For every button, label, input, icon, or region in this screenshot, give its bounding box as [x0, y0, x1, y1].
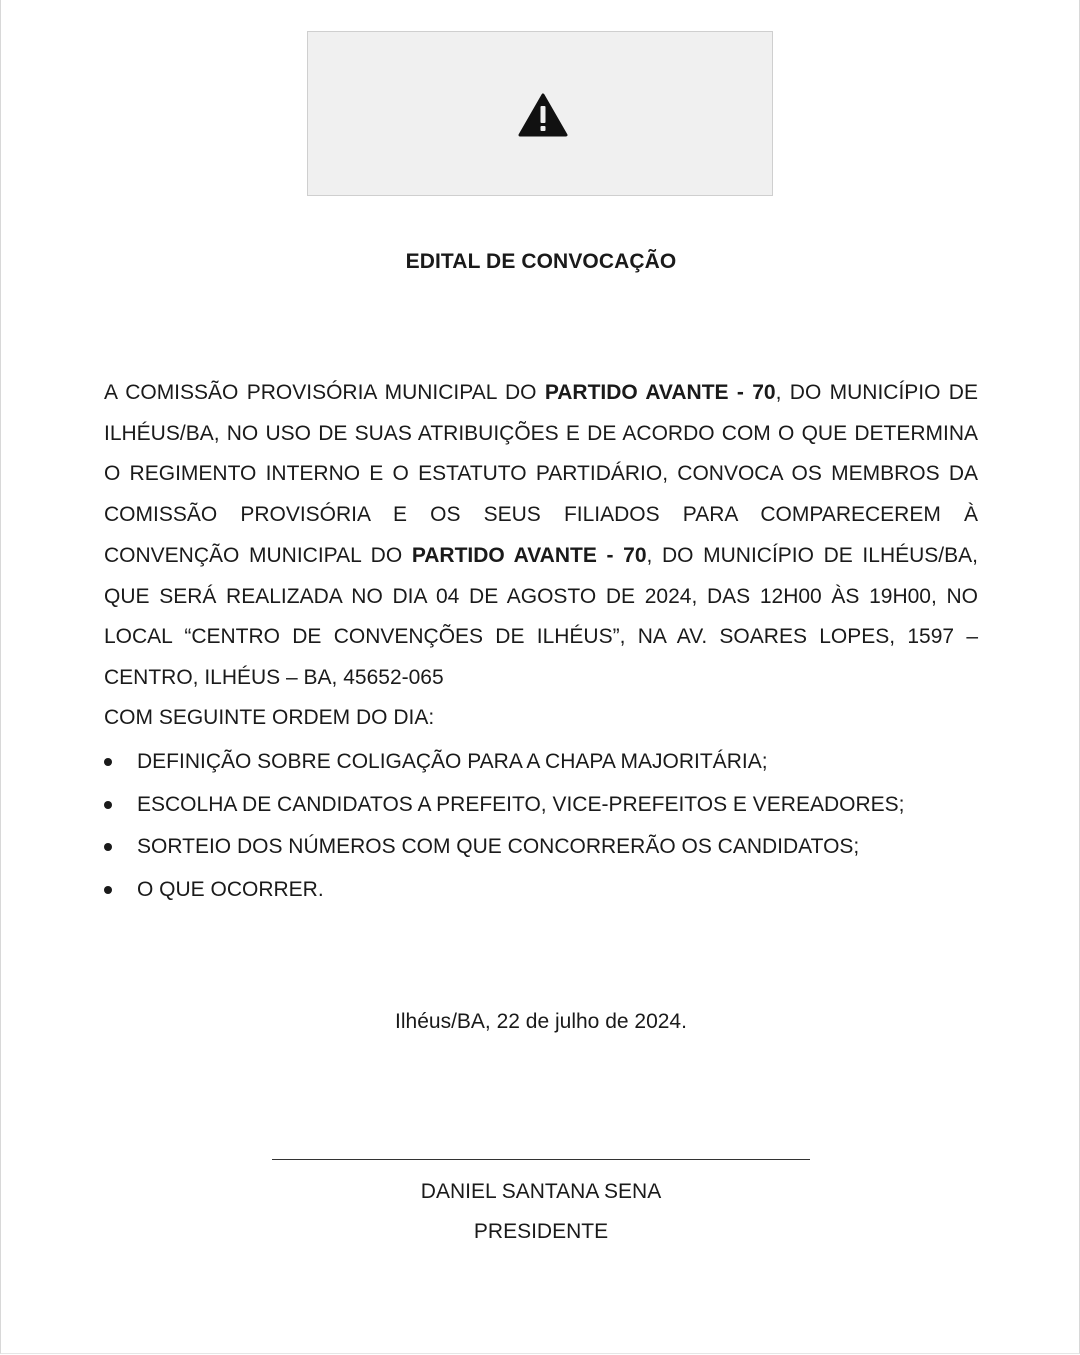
agenda-item-text: O QUE OCORRER.	[137, 877, 324, 901]
agenda-item	[104, 745, 904, 788]
paragraph-text: , DO MUNICÍPIO DE ILHÉUS/BA, QUE SERÁ REALIZADA NO DIA 04 DE AGOSTO DE 2024, DAS 12H00 ÀS 19H00, NO LOCAL “CENTRO DE CONVENÇÕES DE ILHÉUS”, NA AV. SOARES LOPES, 1597 – CENTRO, ILHÉUS – BA, 45652-065	[104, 543, 978, 689]
signer-name: DANIEL SANTANA SENA	[420, 1180, 662, 1203]
bullet-icon	[104, 801, 112, 809]
agenda-item	[104, 873, 904, 916]
bullet-icon	[104, 886, 112, 894]
paragraph-text: A COMISSÃO PROVISÓRIA MUNICIPAL DO	[104, 381, 545, 404]
agenda-item	[104, 830, 904, 873]
document-title: EDITAL DE CONVOCAÇÃO	[405, 250, 677, 273]
agenda-item-text: DEFINIÇÃO SOBRE COLIGAÇÃO PARA A CHAPA MAJORITÁRIA;	[137, 750, 768, 773]
agenda-item	[104, 788, 904, 831]
convocation-paragraph	[104, 373, 978, 699]
bullet-icon	[104, 758, 112, 766]
bullet-icon	[104, 843, 112, 851]
agenda-item-text: ESCOLHA DE CANDIDATOS A PREFEITO, VICE-PREFEITOS E VEREADORES;	[137, 792, 905, 816]
agenda-list	[104, 745, 904, 915]
party-name: PARTIDO AVANTE - 70	[544, 381, 776, 404]
agenda-item-text: SORTEIO DOS NÚMEROS COM QUE CONCORRERÃO OS CANDIDATOS;	[137, 835, 860, 858]
signature-line	[272, 1159, 810, 1160]
party-name: PARTIDO AVANTE - 70	[411, 543, 647, 567]
signer-role: PRESIDENTE	[473, 1220, 609, 1243]
paragraph-text: , DO MUNICÍPIO DE ILHÉUS/BA, NO USO DE SUAS ATRIBUIÇÕES E DE ACORDO COM O QUE DETERMINA O REGIMENTO INTERNO E O ESTATUTO PARTIDÁRIO, CONVOCA OS MEMBROS DA COMISSÃO PROVISÓRIA E OS SEUS FILIADOS PARA COMPARECEREM À CONVENÇÃO MUNICIPAL DO	[104, 381, 978, 567]
broken-image-placeholder	[307, 31, 773, 196]
agenda-intro: COM SEGUINTE ORDEM DO DIA:	[104, 706, 435, 729]
document-date: Ilhéus/BA, 22 de julho de 2024.	[395, 1010, 687, 1033]
warning-triangle-icon	[518, 93, 568, 137]
